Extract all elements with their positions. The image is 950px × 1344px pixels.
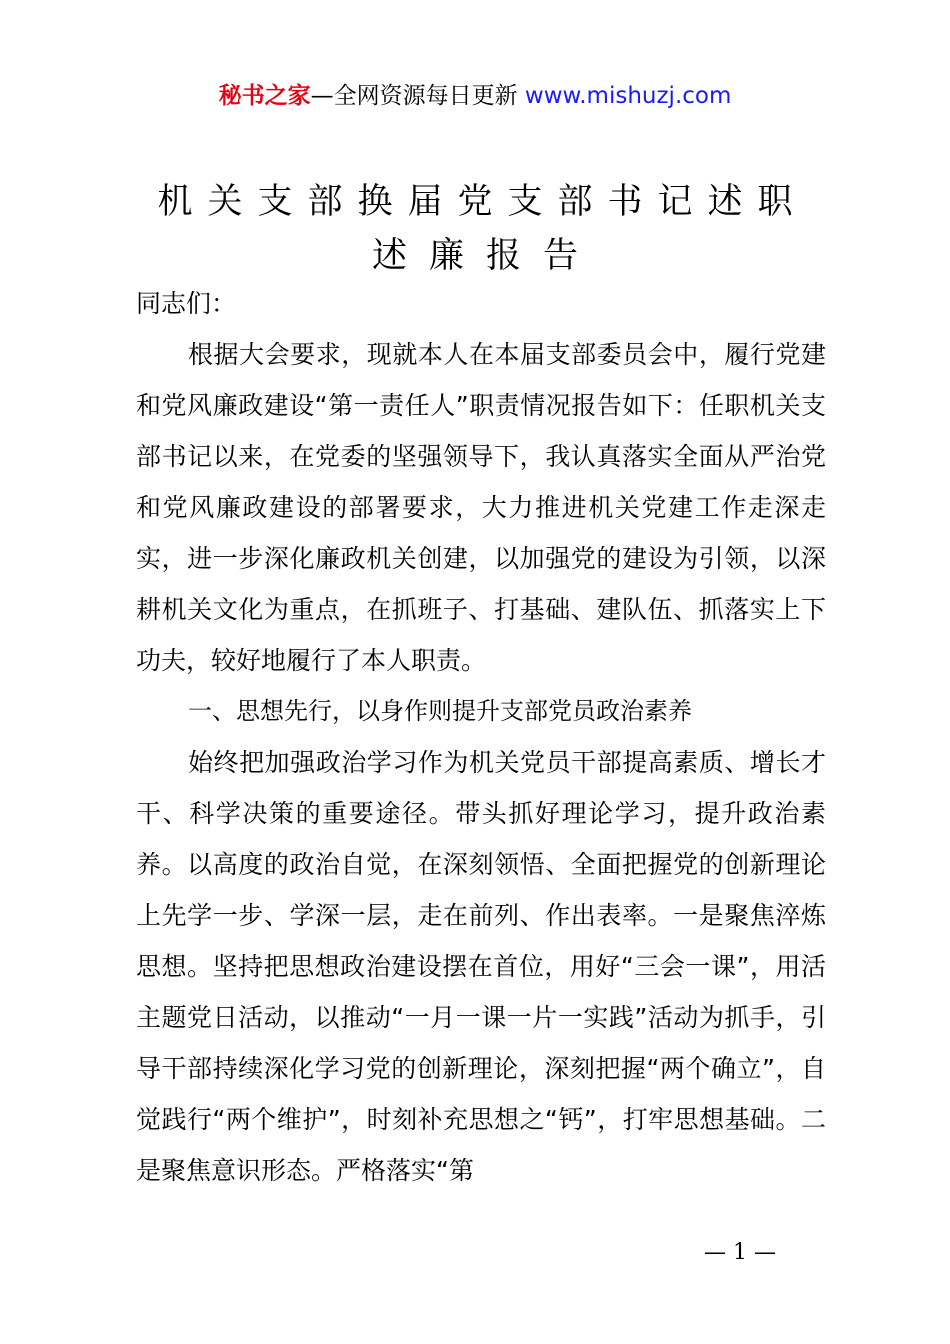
salutation: 同志们： bbox=[136, 289, 237, 318]
section-paragraph-1: 始终把加强政治学习作为机关党员干部提高素质、增长才干、科学决策的重要途径。带头抓好理论学习，提升政治素养。以高度的政治自觉，在深刻领悟、全面把握党的创新理论上先学一步、学深一层，走在前列、作出表率。一是聚焦淬炼思想。坚持把思想政治建设摆在首位，用好“三会一课”，用活主题党日活动，以推动“一月一课一片一实践”活动为抓手，引导干部持续深化学习党的创新理论，深刻把握“两个确立”，自觉践行“两个维护”，时刻补充思想之“钙”，打牢思想基础。二是聚焦意识形态。严格落实“第 bbox=[136, 748, 826, 1185]
site-header bbox=[0, 80, 950, 112]
site-url[interactable]: www.mishuzj.com bbox=[524, 83, 732, 109]
section-heading-1: 一、思想先行，以身作则提升支部党员政治素养 bbox=[188, 697, 692, 725]
document-title-line-1: 机关支部换届党支部书记述职 bbox=[157, 182, 808, 222]
site-brand: 秘书之家 bbox=[218, 83, 311, 109]
document-body bbox=[136, 278, 826, 1196]
document-title-line-2: 述廉报告 bbox=[371, 236, 600, 276]
page-number: — 1 — bbox=[704, 1240, 776, 1265]
site-tagline: —全网资源每日更新 bbox=[310, 83, 525, 109]
intro-paragraph: 根据大会要求，现就本人在本届支部委员会中，履行党建和党风廉政建设“第一责任人”职责情况报告如下：任职机关支部书记以来，在党委的坚强领导下，我认真落实全面从严治党和党风廉政建设的部署要求，大力推进机关党建工作走深走实，进一步深化廉政机关创建，以加强党的建设为引领，以深耕机关文化为重点，在抓班子、打基础、建队伍、抓落实上下功夫，较好地履行了本人职责。 bbox=[136, 340, 826, 675]
